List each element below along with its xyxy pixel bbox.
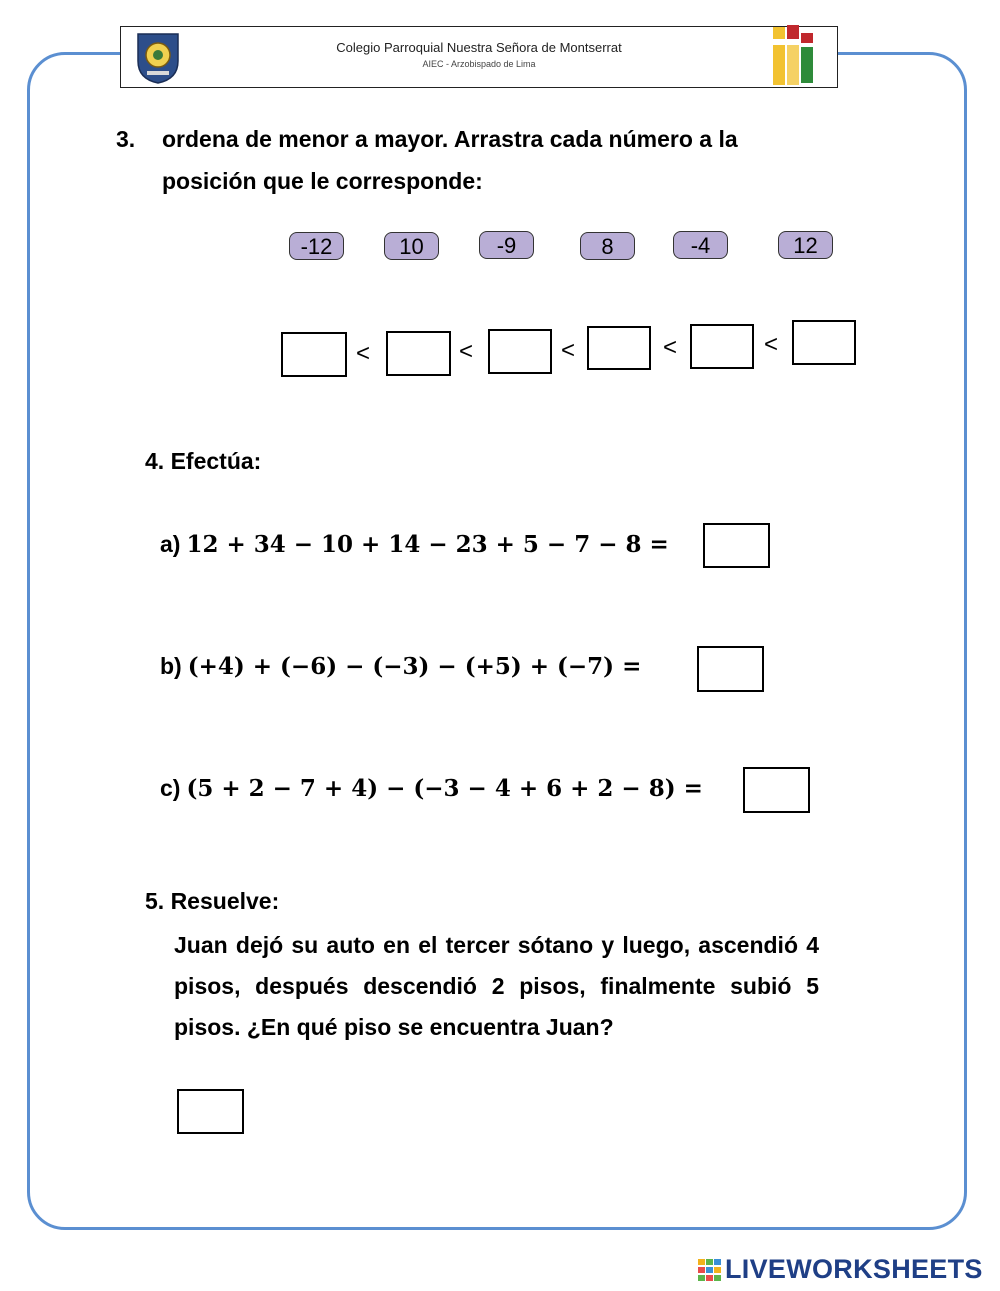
equation-a-label: a) [160,531,181,557]
liveworksheets-wordmark: LIVEWORKSHEETS [725,1254,983,1284]
less-than-sign: < [663,334,678,361]
question-5-title: 5. Resuelve: [145,888,280,914]
answer-box-b[interactable] [697,646,764,692]
less-than-sign: < [561,337,576,364]
answer-box-5[interactable] [177,1089,244,1134]
equation-c-expression: (5 + 2 − 7 + 4) − (−3 − 4 + 6 + 2 − 8) = [186,775,703,802]
question-4-title: 4. Efectúa: [145,448,262,474]
order-drop-slot-5[interactable] [690,324,754,369]
equation-a [160,531,669,558]
equation-b-label: b) [160,653,182,679]
order-drop-slot-2[interactable] [386,331,451,376]
equation-b-expression: (+4) + (−6) − (−3) − (+5) + (−7) = [187,653,642,680]
school-name: Colegio Parroquial Nuestra Señora de Montserrat [336,40,622,55]
answer-box-c[interactable] [743,767,810,813]
order-drop-slot-3[interactable] [488,329,552,374]
drag-chip-5[interactable]: -4 [673,231,728,259]
equation-c-label: c) [160,775,181,801]
equation-c [160,775,703,802]
equation-b [160,653,641,680]
order-drop-slot-1[interactable] [281,332,347,377]
less-than-sign: < [356,340,371,367]
drag-chip-2[interactable]: 10 [384,232,439,260]
question-3-line-1: ordena de menor a mayor. Arrastra cada número a la [162,126,738,152]
less-than-sign: < [459,338,474,365]
page-frame [27,52,967,1230]
liveworksheets-logo-icon [698,1259,722,1281]
equation-a-expression: 12 + 34 − 10 + 14 − 23 + 5 − 7 − 8 = [186,531,669,558]
question-3-text [162,118,862,202]
school-header [120,26,838,88]
question-3-line-2: posición que le corresponde: [162,168,483,194]
order-drop-slot-4[interactable] [587,326,651,370]
answer-box-a[interactable] [703,523,770,568]
drag-chip-3[interactable]: -9 [479,231,534,259]
school-subtitle: AIEC - Arzobispado de Lima [422,59,536,69]
question-5-problem: Juan dejó su auto en el tercer sótano y luego, ascendió 4 pisos, después descendió 2 pisos, finalmente subió 5 pisos. ¿En qué piso se encuentra Juan? [174,932,819,1040]
order-drop-slot-6[interactable] [792,320,856,365]
question-3-number: 3. [116,126,136,152]
less-than-sign: < [764,331,779,358]
drag-chip-4[interactable]: 8 [580,232,635,260]
drag-chip-1[interactable]: -12 [289,232,344,260]
drag-chip-6[interactable]: 12 [778,231,833,259]
books-logo-icon [767,23,821,89]
